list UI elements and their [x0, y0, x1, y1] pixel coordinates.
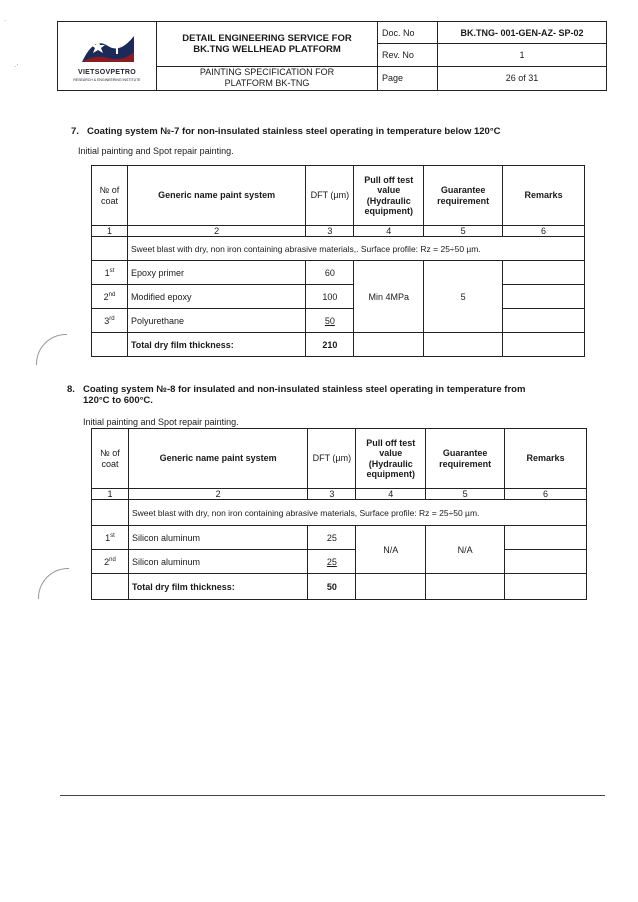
col-header-coat: № of coat	[92, 166, 128, 226]
col-index: 4	[356, 489, 426, 500]
col-index: 5	[424, 226, 503, 237]
surface-preparation: Sweet blast with dry, non iron containing abrasive materials, Surface profile: Rz = 25÷50 µm.	[128, 500, 586, 526]
col-index: 6	[505, 489, 587, 500]
col-header-coat: № of coat	[92, 429, 129, 489]
col-index: 2	[127, 226, 305, 237]
pull-off-value: Min 4MPa	[354, 261, 424, 333]
empty-cell	[354, 333, 424, 357]
section-8-title-line1: Coating system №-8 for insulated and non-insulated stainless steel operating in temperature from	[83, 384, 526, 395]
section-8-subtitle: Initial painting and Spot repair painting.	[83, 417, 239, 427]
section-7-heading	[71, 126, 611, 137]
total-label: Total dry film thickness:	[127, 333, 305, 357]
coat-number: 1st	[92, 526, 129, 550]
document-subtitle-line1: PAINTING SPECIFICATION FOR	[199, 67, 335, 78]
section-8-title-line2: 120°C to 600°C.	[83, 395, 153, 406]
empty-cell	[92, 500, 129, 526]
empty-cell	[92, 333, 128, 357]
col-header-pull-off: Pull off test value (Hydraulic equipment)	[354, 166, 424, 226]
table-row	[92, 550, 587, 574]
company-logo	[58, 22, 156, 90]
section-8-number: 8.	[67, 384, 75, 395]
total-value: 50	[308, 574, 356, 600]
col-header-dft: DFT (µm)	[308, 429, 356, 489]
table-row	[92, 261, 585, 285]
remarks-cell	[503, 333, 585, 357]
page-label: Page	[378, 66, 438, 90]
company-name: VIETSOVPETRO	[77, 69, 137, 76]
guarantee-value: 5	[424, 261, 503, 333]
coat-name: Silicon aluminum	[128, 550, 307, 574]
empty-cell	[92, 574, 129, 600]
company-subtitle: RESEARCH & ENGINEERING INSTITUTE	[73, 78, 141, 82]
coating-table-7	[91, 165, 585, 357]
empty-cell	[92, 237, 128, 261]
empty-cell	[426, 574, 505, 600]
col-index: 3	[308, 489, 356, 500]
coat-name: Silicon aluminum	[128, 526, 307, 550]
page-number: 26 of 31	[438, 66, 607, 90]
surface-preparation: Sweet blast with dry, non iron containing abrasive materials,. Surface profile: Rz = 25÷50 µm.	[127, 237, 584, 261]
coat-name: Modified epoxy	[127, 285, 305, 309]
col-header-remarks: Remarks	[505, 429, 587, 489]
scan-mark: .·	[14, 60, 19, 69]
remarks-cell	[505, 550, 587, 574]
punch-hole-mark	[38, 568, 69, 599]
col-index: 4	[354, 226, 424, 237]
coat-dft: 60	[306, 261, 354, 285]
document-title-line2: BK.TNG WELLHEAD PLATFORM	[193, 43, 341, 55]
document-header	[57, 21, 607, 91]
empty-cell	[356, 574, 426, 600]
remarks-cell	[503, 261, 585, 285]
company-logo-cell	[58, 22, 157, 91]
col-index: 5	[426, 489, 505, 500]
col-index: 1	[92, 489, 129, 500]
section-8-heading	[67, 384, 612, 406]
guarantee-value: N/A	[426, 526, 505, 574]
col-index: 2	[128, 489, 307, 500]
coat-number: 1st	[92, 261, 128, 285]
col-header-guarantee: Guarantee requirement	[424, 166, 503, 226]
total-value: 210	[306, 333, 354, 357]
document-subtitle-cell	[157, 66, 378, 90]
col-header-name: Generic name paint system	[127, 166, 305, 226]
section-7-title: Coating system №-7 for non-insulated stainless steel operating in temperature below 120°C	[87, 126, 501, 137]
coating-table-8	[91, 428, 587, 600]
coat-dft: 25	[308, 550, 356, 574]
doc-no-value: BK.TNG- 001-GEN-AZ- SP-02	[438, 22, 607, 44]
rev-no-value: 1	[438, 44, 607, 66]
document-title-cell	[157, 22, 378, 67]
col-header-name: Generic name paint system	[128, 429, 307, 489]
footer-rule	[60, 795, 605, 796]
empty-cell	[424, 333, 503, 357]
coat-dft: 25	[308, 526, 356, 550]
pull-off-value: N/A	[356, 526, 426, 574]
scan-mark: .	[4, 14, 7, 23]
table-row	[92, 309, 585, 333]
coat-name: Polyurethane	[127, 309, 305, 333]
col-index: 3	[306, 226, 354, 237]
remarks-cell	[505, 526, 587, 550]
punch-hole-mark	[36, 334, 67, 365]
section-7-number: 7.	[71, 126, 79, 137]
document-subtitle-line2: PLATFORM BK-TNG	[224, 78, 310, 89]
col-header-pull-off: Pull off test value (Hydraulic equipment)	[356, 429, 426, 489]
coat-dft: 100	[306, 285, 354, 309]
logo-emblem-icon	[80, 32, 136, 68]
remarks-cell	[505, 574, 587, 600]
doc-no-label: Doc. No	[378, 22, 438, 44]
section-7-subtitle: Initial painting and Spot repair painting.	[78, 146, 234, 156]
coat-number: 3rd	[92, 309, 128, 333]
coat-name: Epoxy primer	[127, 261, 305, 285]
coat-dft: 50	[306, 309, 354, 333]
col-index: 1	[92, 226, 128, 237]
remarks-cell	[503, 285, 585, 309]
rev-no-label: Rev. No	[378, 44, 438, 66]
table-row	[92, 285, 585, 309]
document-title-line1: DETAIL ENGINEERING SERVICE FOR	[182, 32, 352, 44]
table-row	[92, 526, 587, 550]
col-header-dft: DFT (µm)	[306, 166, 354, 226]
col-header-remarks: Remarks	[503, 166, 585, 226]
col-index: 6	[503, 226, 585, 237]
coat-number: 2nd	[92, 550, 129, 574]
remarks-cell	[503, 309, 585, 333]
total-label: Total dry film thickness:	[128, 574, 307, 600]
coat-number: 2nd	[92, 285, 128, 309]
col-header-guarantee: Guarantee requirement	[426, 429, 505, 489]
